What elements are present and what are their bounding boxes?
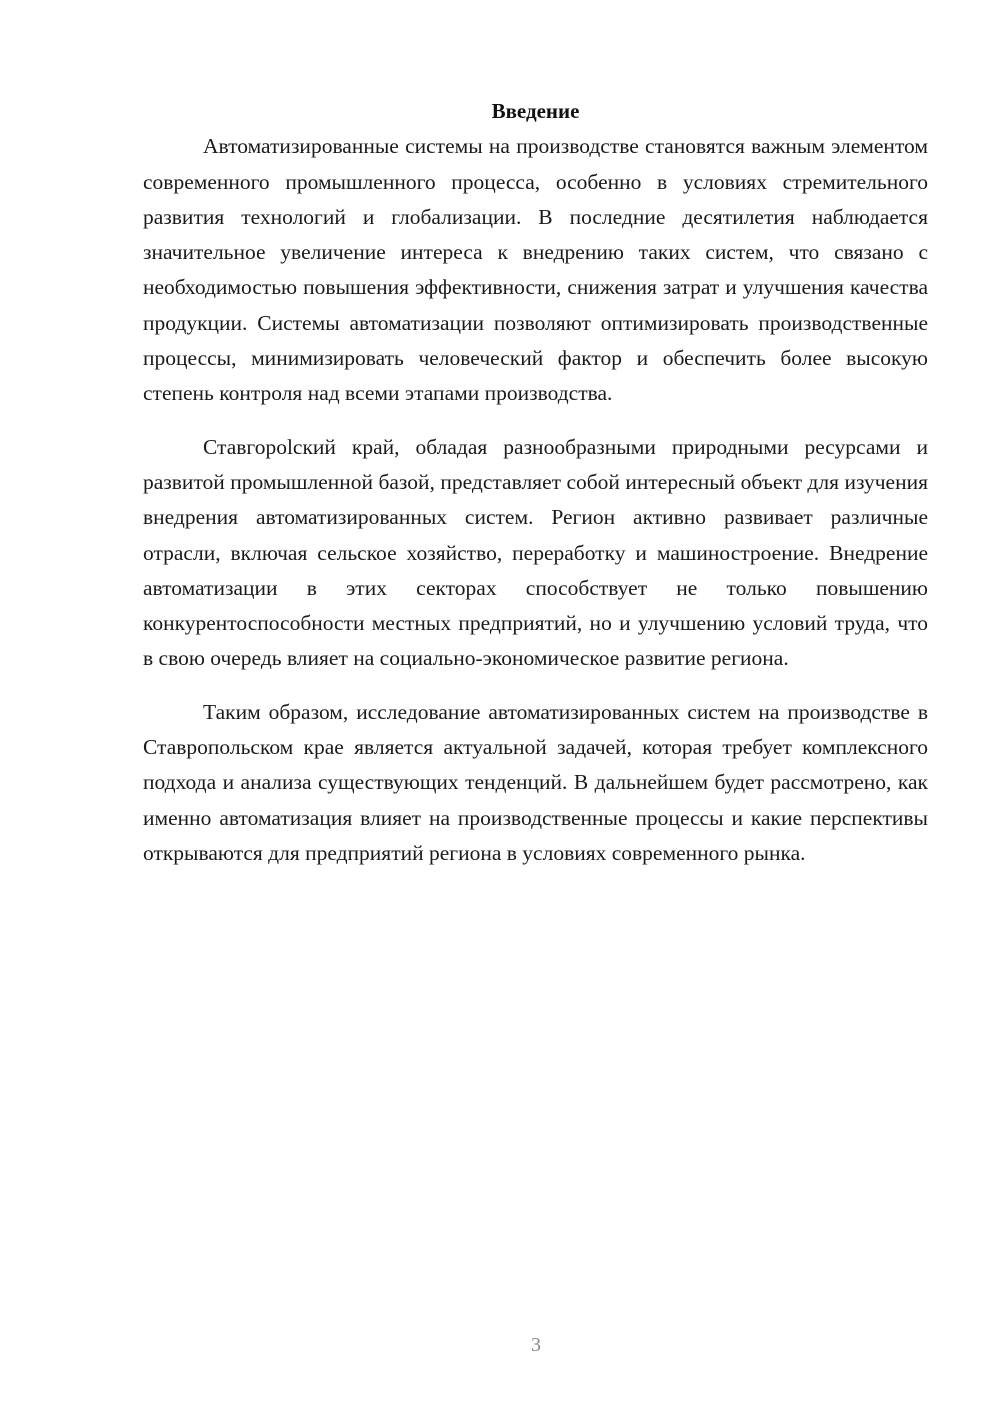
paragraph-2: Ставгороlский край, обладая разнообразными природными ресурсами и развитой промышленной базой, представляет собой интересный объект для изучения внедрения автоматизированных систем. Регион активно развивает различные отрасли, включая сельское хозяйство, переработку и машиностроение. Внедрение автоматизации в этих секторах способствует не только повышению конкурентоспособности местных предприятий, но и улучшению условий труда, что в свою очередь влияет на социально-экономическое развитие региона.: [143, 434, 928, 671]
paragraph-3: Таким образом, исследование автоматизированных систем на производстве в Ставропольском крае является актуальной задачей, которая требует комплексного подхода и анализа существующих тенденций. В дальнейшем будет рассмотрено, как именно автоматизация влияет на производственные процессы и какие перспективы открываются для предприятий региона в условиях современного рынка.: [143, 699, 928, 865]
section-title: Введение: [491, 99, 580, 123]
page-content: [143, 94, 928, 871]
page-number: 3: [531, 1334, 541, 1356]
paragraph-1: Автоматизированные системы на производстве становятся важным элементом современного промышленного процесса, особенно в условиях стремительного развития технологий и глобализации. В последние десятилетия наблюдается значительное увеличение интереса к внедрению таких систем, что связано с необходимостью повышения эффективности, снижения затрат и улучшения качества продукции. Системы автоматизации позволяют оптимизировать производственные процессы, минимизировать человеческий фактор и обеспечить более высокую степень контроля над всеми этапами производства.: [143, 134, 928, 406]
